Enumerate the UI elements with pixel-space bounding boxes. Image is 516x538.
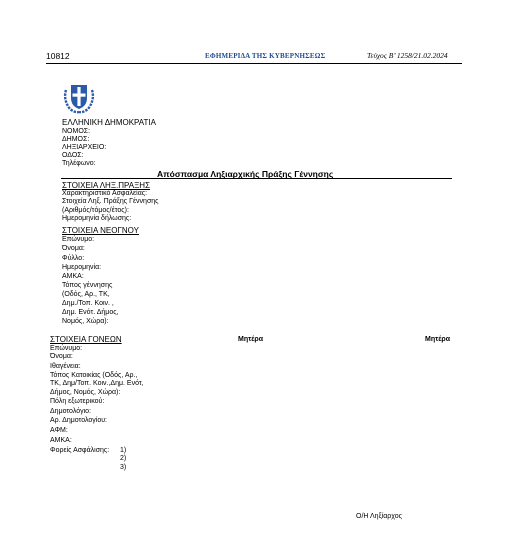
- newborn-field: ΑΜΚΑ:: [62, 273, 84, 280]
- insurer-item: 2): [120, 455, 127, 462]
- parent-column-header: Μητέρα: [425, 336, 451, 343]
- publication-title: ΕΦΗΜΕΡΙΔΑ ΤΗΣ ΚΥΒΕΡΝΗΣΕΩΣ: [205, 52, 326, 60]
- newborn-field: Δημ./Τοπ. Κοιν. ,: [62, 300, 114, 307]
- page-number: 10812: [46, 51, 70, 61]
- act-field: Στοιχεία Ληξ. Πράξης Γέννησης: [62, 198, 159, 205]
- issue-reference: Τεύχος Β’ 1258/21.02.2024: [367, 51, 448, 60]
- newborn-field: Φύλλο:: [62, 255, 85, 262]
- municipality-label: ΔΗΜΟΣ:: [62, 136, 90, 143]
- prefecture-label: ΝΟΜΟΣ:: [62, 128, 91, 135]
- phone-label: Τηλέφωνο:: [62, 160, 96, 167]
- parents-field: ΤΚ, Δημ/Τοπ. Κοιν.,Δημ. Ενότ,: [50, 380, 144, 387]
- act-field: (Αριθμός/τόμος/έτος):: [62, 207, 129, 214]
- parents-field: ΑΜΚΑ:: [50, 437, 72, 444]
- newborn-field: Νομός, Χώρα):: [62, 318, 109, 325]
- parents-field: Επώνυμο:: [50, 345, 83, 352]
- document-title: Απόσπασμα Ληξιαρχικής Πράξης Γέννησης: [157, 169, 334, 179]
- state-name: ΕΛΛΗΝΙΚΗ ΔΗΜΟΚΡΑΤΙΑ: [62, 118, 156, 127]
- parents-field: Ιθαγένεια:: [50, 363, 81, 370]
- newborn-section-heading: ΣΤΟΙΧΕΙΑ ΝΕΟΓΝΟΥ: [62, 226, 139, 235]
- insurer-item: 1): [120, 447, 127, 454]
- newborn-field: (Οδός, Αρ., ΤΚ,: [62, 291, 110, 298]
- newborn-field: Όνομα:: [62, 245, 85, 252]
- parents-field: ΑΦΜ:: [50, 427, 68, 434]
- newborn-field: Επώνυμο:: [62, 236, 95, 243]
- parents-field: Φορείς Ασφάλισης:: [50, 447, 110, 454]
- act-field: Ημερομηνία δήλωσης:: [62, 215, 132, 222]
- street-label: ΟΔΟΣ:: [62, 152, 84, 159]
- parents-field: Δήμος, Νομός, Χώρα):: [50, 389, 121, 396]
- registry-label: ΛΗΞΙΑΡΧΕΙΟ:: [62, 144, 107, 151]
- act-field: Χαρακτηριστικό Ασφαλείας:: [62, 190, 148, 197]
- title-rule: [61, 178, 452, 179]
- newborn-field: Δημ. Ενότ. Δήμος,: [62, 309, 119, 316]
- parents-field: Όνομα:: [50, 353, 73, 360]
- header-rule: [46, 63, 462, 64]
- insurer-item: 3): [120, 464, 127, 471]
- parents-field: Πόλη εξωτερικού:: [50, 398, 105, 405]
- greek-coat-of-arms-icon: [62, 82, 96, 114]
- parents-field: Αρ. Δημοτολογίου:: [50, 417, 107, 424]
- signature-label: Ο/Η Ληξίαρχος: [356, 513, 403, 520]
- newborn-field: Τόπος γέννησης: [62, 282, 113, 289]
- parents-field: Τόπος Κατοικίας (Οδός, Αρ.,: [50, 372, 138, 379]
- parent-column-header: Μητέρα: [238, 336, 264, 343]
- newborn-field: Ημερομηνία:: [62, 264, 102, 271]
- parents-section-heading: ΣΤΟΙΧΕΙΑ ΓΟΝΕΩΝ: [50, 335, 122, 344]
- parents-field: Δημοτολόγιο:: [50, 408, 92, 415]
- act-section-heading: ΣΤΟΙΧΕΙΑ ΛΗΞ.ΠΡΑΞΗΣ: [62, 181, 151, 190]
